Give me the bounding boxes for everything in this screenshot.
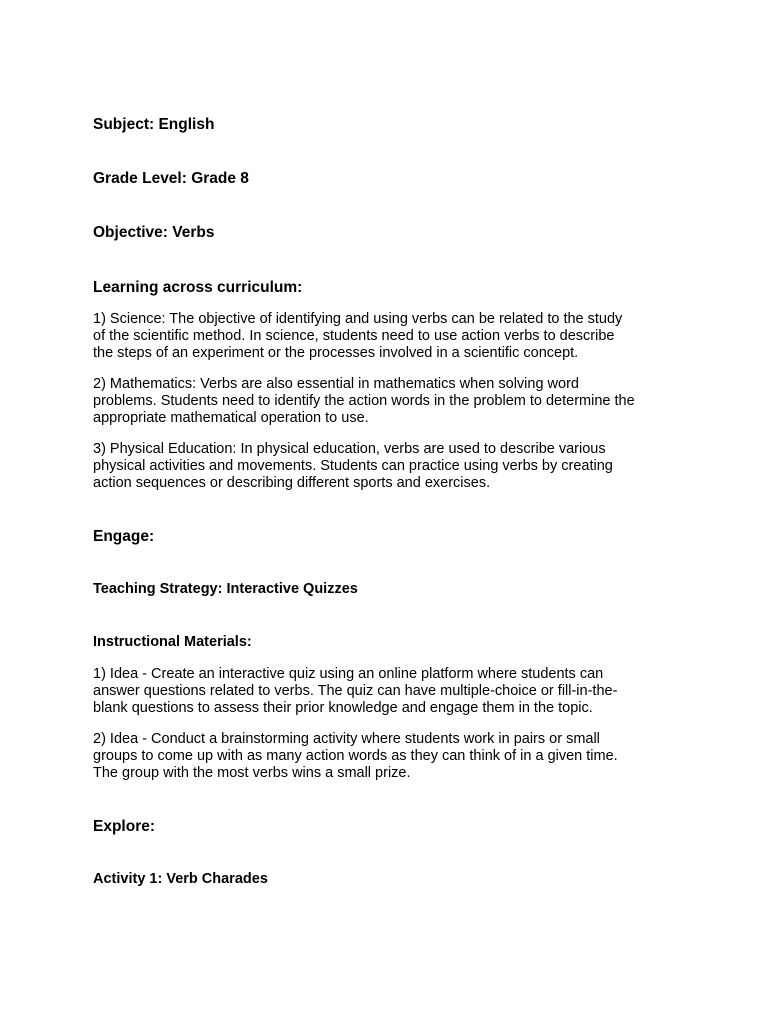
paragraph-line: 1) Idea - Create an interactive quiz using an online platform where students can [93,666,604,682]
subject-heading: Subject: English [93,116,215,133]
learning-item-physical-education [93,441,683,492]
paragraph-line: The group with the most verbs wins a small prize. [93,765,411,781]
paragraph-line: problems. Students need to identify the action words in the problem to determine the [93,393,635,409]
explore-heading: Explore: [93,818,156,835]
paragraph-line: blank questions to assess their prior knowledge and engage them in the topic. [93,700,593,716]
paragraph-line: groups to come up with as many action words as they can think of in a given time. [93,748,618,764]
paragraph-line: physical activities and movements. Students can practice using verbs by creating [93,458,613,474]
material-item-brainstorming [93,731,683,782]
paragraph-line: 2) Idea - Conduct a brainstorming activity where students work in pairs or small [93,731,600,747]
paragraph-line: answer questions related to verbs. The quiz can have multiple-choice or fill-in-the- [93,683,618,699]
teaching-strategy-heading: Teaching Strategy: Interactive Quizzes [93,581,358,597]
paragraph-line: 1) Science: The objective of identifying and using verbs can be related to the study [93,311,623,327]
paragraph-line: the steps of an experiment or the processes involved in a scientific concept. [93,345,579,361]
grade-level-heading: Grade Level: Grade 8 [93,170,249,187]
paragraph-line: action sequences or describing different sports and exercises. [93,475,491,491]
paragraph-line: 3) Physical Education: In physical education, verbs are used to describe various [93,441,606,457]
activity-1-heading: Activity 1: Verb Charades [93,871,268,887]
paragraph-line: appropriate mathematical operation to use. [93,410,369,426]
learning-across-curriculum-heading: Learning across curriculum: [93,279,303,296]
learning-item-mathematics [93,376,683,427]
instructional-materials-heading: Instructional Materials: [93,634,252,650]
material-item-quiz [93,666,683,717]
paragraph-line: of the scientific method. In science, students need to use action verbs to describe [93,328,615,344]
learning-item-science [93,311,683,362]
engage-heading: Engage: [93,528,155,545]
paragraph-line: 2) Mathematics: Verbs are also essential in mathematics when solving word [93,376,579,392]
objective-heading: Objective: Verbs [93,224,215,241]
